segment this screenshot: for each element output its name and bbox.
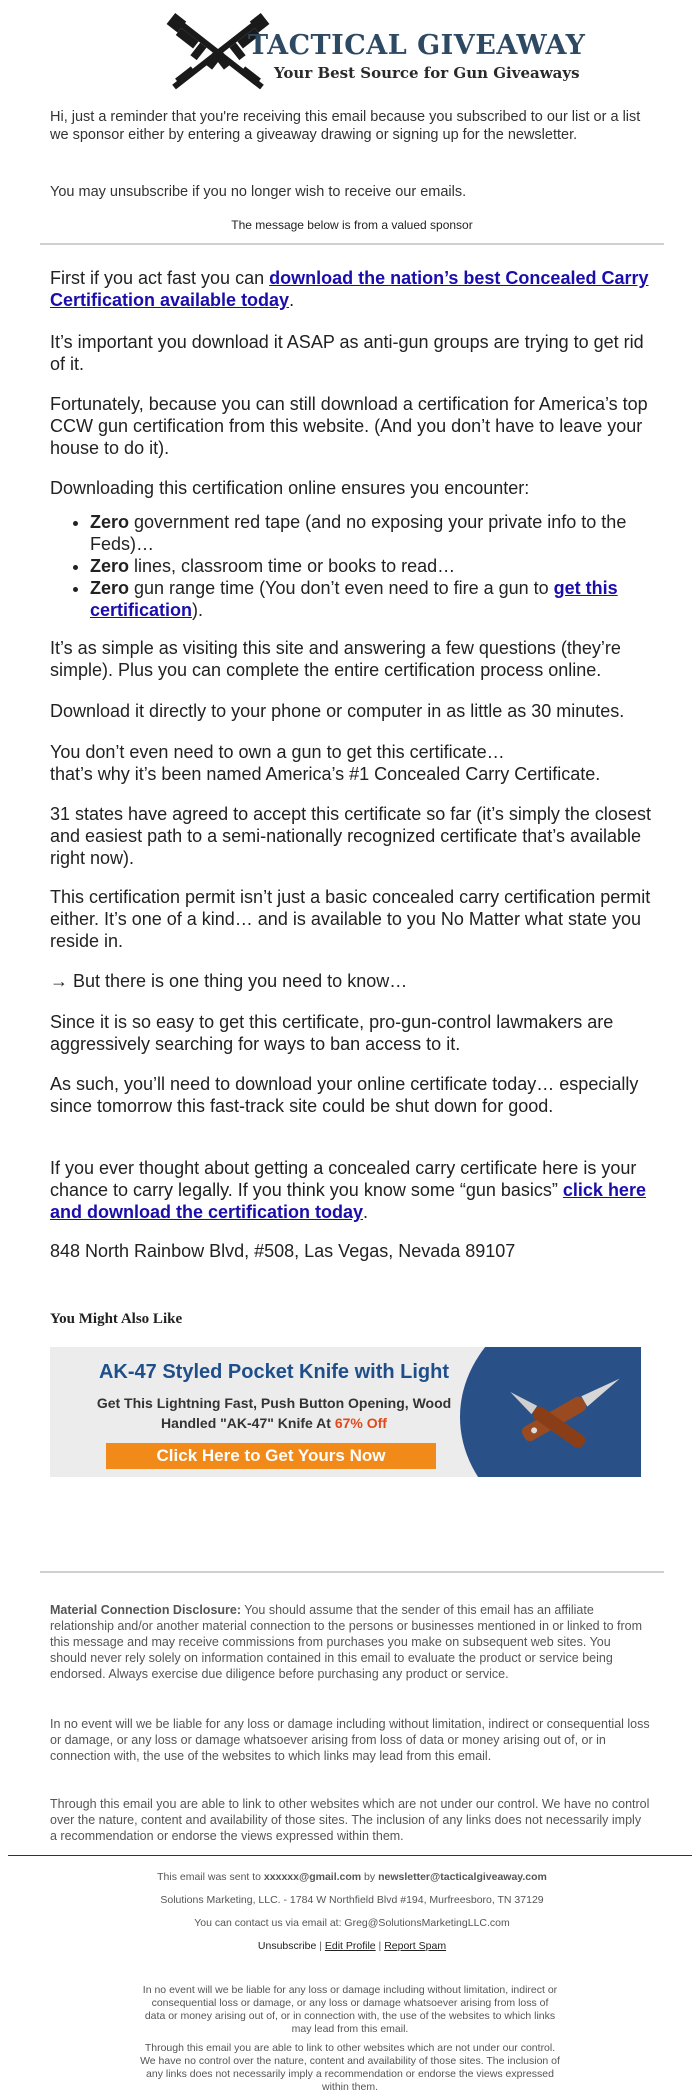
download-certification-link[interactable]: download the nation’s best Concealed Carry Certification available today (50, 268, 649, 310)
article-p11: Since it is so easy to get this certificate, pro-gun-control lawmakers are aggressively searching for ways to ban access to it. (50, 1012, 614, 1054)
footer-links (40, 1940, 664, 1952)
knife-promo-banner[interactable] (50, 1347, 641, 1477)
banner-title: AK-47 Styled Pocket Knife with Light (98, 1361, 450, 1383)
bullet-text: government red tape (and no exposing your private info to the Feds)… (90, 512, 627, 554)
article-p10: → But there is one thing you need to know… (50, 971, 408, 991)
get-yours-button[interactable]: Click Here to Get Yours Now (106, 1443, 436, 1469)
article-p6: Download it directly to your phone or computer in as little as 30 minutes. (50, 701, 625, 721)
related-heading: You Might Also Like (50, 1311, 183, 1327)
link-separator: | (316, 1940, 325, 1952)
sent-mid: by (361, 1871, 379, 1883)
bullet-bold: Zero (90, 556, 130, 576)
p1-suffix: . (289, 290, 295, 310)
list-item (90, 555, 660, 577)
disclosure-text: You should assume that the sender of this email has an affiliate relationship and/or another material connection to the persons or businesses mentioned in or linked to from this message and may receive commissions from purchases you make on subsequent web sites. You should never rely solely on information contained in this email to evaluate the product or service being endorsed. Always exercise due diligence before purchasing any product or service. (50, 1603, 643, 1681)
logo-subtitle: Your Best Source for Gun Giveaways (274, 64, 580, 82)
discount-badge: 67% Off (334, 1415, 387, 1431)
unsubscribe-note: You may unsubscribe if you no longer wish to receive our emails. (50, 184, 467, 200)
p13-prefix: If you ever thought about getting a concealed carry certificate here is your chance to carry legally. If you think you know some “gun basics” (50, 1158, 637, 1200)
p7-line2: that’s why it’s been named America’s #1 Concealed Carry Certificate. (50, 764, 601, 784)
article-p5: It’s as simple as visiting this site and answering a few questions (they’re simple). Plus you can complete the entire certification process online. (50, 638, 621, 680)
zero-list (50, 511, 660, 621)
sponsor-address: 848 North Rainbow Blvd, #508, Las Vegas, Nevada 89107 (50, 1241, 516, 1261)
sender-email: newsletter@tacticalgiveaway.com (378, 1871, 547, 1883)
knife-icon (510, 1355, 635, 1470)
banner-sub-line2 (74, 1413, 474, 1433)
bullet-suffix: ). (192, 600, 204, 620)
unsubscribe-link[interactable]: Unsubscribe (257, 1940, 317, 1952)
sponsor-note: The message below is from a valued sponsor (231, 218, 473, 232)
list-item (90, 511, 660, 555)
divider (40, 243, 664, 245)
article-p8: 31 states have agreed to accept this certificate so far (it’s simply the closest and easiest path to a semi-nationally recognized certificate that’s available right now). (50, 804, 651, 868)
recipient-email: xxxxxx@gmail.com (263, 1871, 362, 1883)
reminder-text: Hi, just a reminder that you're receiving this email because you subscribed to our list or a list we sponsor either by entering a giveaway drawing or signing up for the newsletter. (50, 109, 641, 143)
divider (8, 1855, 692, 1856)
article-p7 (50, 741, 660, 785)
footer-liability: In no event will we be liable for any loss or damage including without limitation, indirect or consequential loss or damage, or any loss or damage whatsoever arising from loss of data or money arising out of, or in connection with, the use of the websites to which links may lead from this email. (142, 1984, 558, 2035)
article-p2: It’s important you download it ASAP as anti-gun groups are trying to get rid of it. (50, 332, 644, 374)
article-p4: Downloading this certification online ensures you encounter: (50, 478, 530, 498)
bullet-bold: Zero (90, 578, 130, 598)
article-p13 (50, 1157, 660, 1223)
list-item (90, 577, 660, 621)
article-p1 (50, 267, 660, 311)
article-p9: This certification permit isn’t just a basic concealed carry certification permit either. It’s one of a kind… and is available to you No Matter what state you reside in. (50, 887, 651, 951)
banner-subtitle (74, 1393, 474, 1433)
sent-to-line (40, 1871, 664, 1883)
bullet-text: lines, classroom time or books to read… (129, 556, 456, 576)
liability-text: In no event will we be liable for any loss or damage including without limitation, indirect or consequential loss or damage, or any loss or damage whatsoever arising from loss of data or money arising out of, or in connection with, the use of the websites to which links may lead from this email. (50, 1717, 650, 1763)
logo-title: TACTICAL GIVEAWAY (248, 30, 586, 61)
download-today-link[interactable]: click here and download the certification today (50, 1180, 646, 1222)
p7-line1: You don’t even need to own a gun to get this certificate… (50, 742, 505, 762)
edit-profile-link[interactable]: Edit Profile (324, 1940, 376, 1952)
p1-prefix: First if you act fast you can (50, 268, 270, 288)
divider (40, 1571, 664, 1573)
contact-line: You can contact us via email at: Greg@SolutionsMarketingLLC.com (194, 1917, 510, 1929)
header (40, 8, 664, 100)
get-certification-link[interactable]: get this certification (90, 578, 618, 620)
report-spam-link[interactable]: Report Spam (384, 1940, 447, 1952)
links-disclaimer: Through this email you are able to link to other websites which are not under our control. We have no control over the nature, content and availability of those sites. The inclusion of any links does not necessarily imply a recommendation or endorse the views expressed within them. (50, 1797, 650, 1843)
banner-sub-line1: Get This Lightning Fast, Push Button Opening, Wood (96, 1395, 452, 1411)
disclosure-label: Material Connection Disclosure: (50, 1603, 242, 1617)
banner-sub-prefix: Handled "AK-47" Knife At (161, 1415, 335, 1431)
bullet-text: gun range time (You don’t even need to fire a gun to (129, 578, 554, 598)
company-address: Solutions Marketing, LLC. - 1784 W Northfield Blvd #194, Murfreesboro, TN 37129 (160, 1894, 544, 1906)
material-disclosure (50, 1602, 650, 1682)
p13-suffix: . (363, 1202, 369, 1222)
sent-prefix: This email was sent to (157, 1871, 264, 1883)
bullet-bold: Zero (90, 512, 130, 532)
link-separator: | (375, 1940, 385, 1952)
footer-links-disclaimer: Through this email you are able to link to other websites which are not under our control. We have no control over the nature, content and availability of those sites. The inclusion of any links does not necessarily imply a recommendation or endorse the views expressed within them. (140, 2042, 560, 2093)
article-p12: As such, you’ll need to download your online certificate today… especially since tomorrow this fast-track site could be shut down for good. (50, 1074, 639, 1116)
article-p3: Fortunately, because you can still download a certification for America’s top CCW gun certification from this website. (And you don’t have to leave your house to do it). (50, 394, 648, 458)
